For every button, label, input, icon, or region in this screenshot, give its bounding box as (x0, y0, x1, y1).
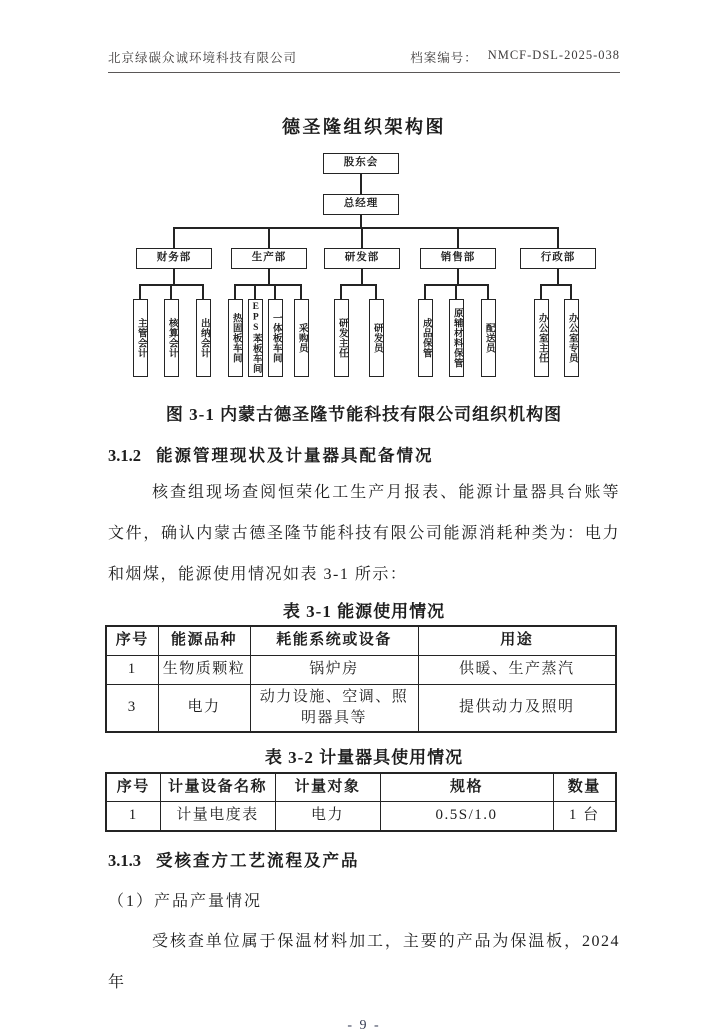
table-3-1-energy-use (105, 625, 617, 733)
table-cell: 电力 (275, 802, 380, 831)
archive-label: 档案编号： (410, 51, 478, 65)
org-connector (268, 227, 270, 248)
org-node-position: 热固板车间 (228, 299, 243, 377)
org-connector (360, 174, 362, 194)
page-number: - 9 - (347, 1017, 381, 1033)
org-connector (174, 227, 558, 229)
section-heading-3-1-2 (108, 442, 620, 466)
column-header: 计量设备名称 (160, 773, 275, 802)
org-node-position: 一体板车间 (268, 299, 283, 377)
table-cell: 1 台 (553, 802, 616, 831)
page-header (108, 0, 620, 66)
org-connector (274, 284, 276, 299)
archive-number-group (410, 48, 620, 66)
table-3-2-title: 表 3-2 计量器具使用情况 (264, 747, 464, 767)
org-node-position: 采购员 (294, 299, 309, 377)
table-cell: 动力设施、空调、照明器具等 (250, 684, 418, 732)
table-row (106, 655, 616, 684)
org-node-position: 研发主任 (334, 299, 349, 377)
org-node-department: 生产部 (231, 248, 307, 269)
org-node-position: 办公室专员 (564, 299, 579, 377)
org-node-position: 办公室主任 (534, 299, 549, 377)
org-connector (170, 284, 172, 299)
org-node-department: 研发部 (324, 248, 400, 269)
table-3-1-title: 表 3-1 能源使用情况 (282, 602, 446, 621)
table-row (106, 684, 616, 732)
org-node-department: 行政部 (520, 248, 596, 269)
org-connector (557, 227, 559, 248)
org-node-department: 财务部 (136, 248, 212, 269)
table-cell: 1 (106, 655, 158, 684)
org-node-position: 原辅材料保管 (449, 299, 464, 377)
org-connector (375, 284, 377, 299)
org-connector (361, 227, 363, 248)
org-connector (235, 284, 301, 286)
org-connector (424, 284, 426, 299)
table-cell: 电力 (158, 684, 250, 732)
table-cell: 0.5S/1.0 (380, 802, 553, 831)
org-node-position: 成品保管 (418, 299, 433, 377)
org-node-position: 研发员 (369, 299, 384, 377)
section-number: 3.1.2 (108, 446, 141, 465)
table-cell: 3 (106, 684, 158, 732)
table-3-2-meters (105, 772, 617, 832)
table-cell: 生物质颗粒 (158, 655, 250, 684)
org-connector (341, 284, 376, 286)
org-connector (487, 284, 489, 299)
section-title: 受核查方工艺流程及产品 (156, 850, 360, 870)
figure-caption: 图 3-1 内蒙古德圣隆节能科技有限公司组织机构图 (165, 405, 563, 424)
table-cell: 计量电度表 (160, 802, 275, 831)
company-name: 北京绿碳众诚环境科技有限公司 (108, 51, 298, 65)
column-header: 用途 (418, 626, 616, 655)
column-header: 序号 (106, 626, 158, 655)
column-header: 能源品种 (158, 626, 250, 655)
column-header: 计量对象 (275, 773, 380, 802)
column-header: 规格 (380, 773, 553, 802)
column-header: 序号 (106, 773, 160, 802)
archive-number: NMCF-DSL-2025-038 (487, 48, 620, 62)
table-cell: 供暖、生产蒸汽 (418, 655, 616, 684)
section-heading-3-1-3 (108, 847, 620, 871)
org-connector (541, 284, 571, 286)
org-node-shareholders: 股东会 (323, 153, 399, 174)
org-chart (128, 151, 598, 387)
list-item-product-output: （1）产品产量情况 (108, 892, 263, 910)
org-node-position: 主管会计 (133, 299, 148, 377)
section-number: 3.1.3 (108, 850, 141, 870)
org-connector (173, 227, 175, 248)
section-title: 能源管理现状及计量器具配备情况 (156, 446, 434, 465)
org-node-department: 销售部 (420, 248, 496, 269)
paragraph-energy-overview: 核查组现场查阅恒荣化工生产月报表、能源计量器具台账等文件，确认内蒙古德圣隆节能科技有限公司能源消耗种类为：电力和烟煤，能源使用情况如表 3-1 所示： (108, 484, 620, 583)
org-chart-title: 德圣隆组织架构图 (282, 117, 446, 137)
org-connector (340, 284, 342, 299)
table-cell: 锅炉房 (250, 655, 418, 684)
org-connector (234, 284, 236, 299)
paragraph-product: 受核查单位属于保温材料加工，主要的产品为保温板，2024 年 (108, 932, 620, 991)
org-connector (540, 284, 542, 299)
table-row (106, 802, 616, 831)
org-node-position: 出纳会计 (196, 299, 211, 377)
org-node-position: 核算会计 (164, 299, 179, 377)
header-rule (108, 72, 620, 73)
table-cell: 提供动力及照明 (418, 684, 616, 732)
org-connector (254, 284, 256, 299)
org-connector (570, 284, 572, 299)
org-connector (202, 284, 204, 299)
org-connector (139, 284, 141, 299)
column-header: 数量 (553, 773, 616, 802)
org-connector (300, 284, 302, 299)
org-node-position: EPS苯板车间 (248, 299, 263, 377)
org-connector (455, 284, 457, 299)
column-header: 耗能系统或设备 (250, 626, 418, 655)
table-cell: 1 (106, 802, 160, 831)
org-connector (457, 227, 459, 248)
org-node-position: 配送员 (481, 299, 496, 377)
org-node-general-manager: 总经理 (323, 194, 399, 215)
